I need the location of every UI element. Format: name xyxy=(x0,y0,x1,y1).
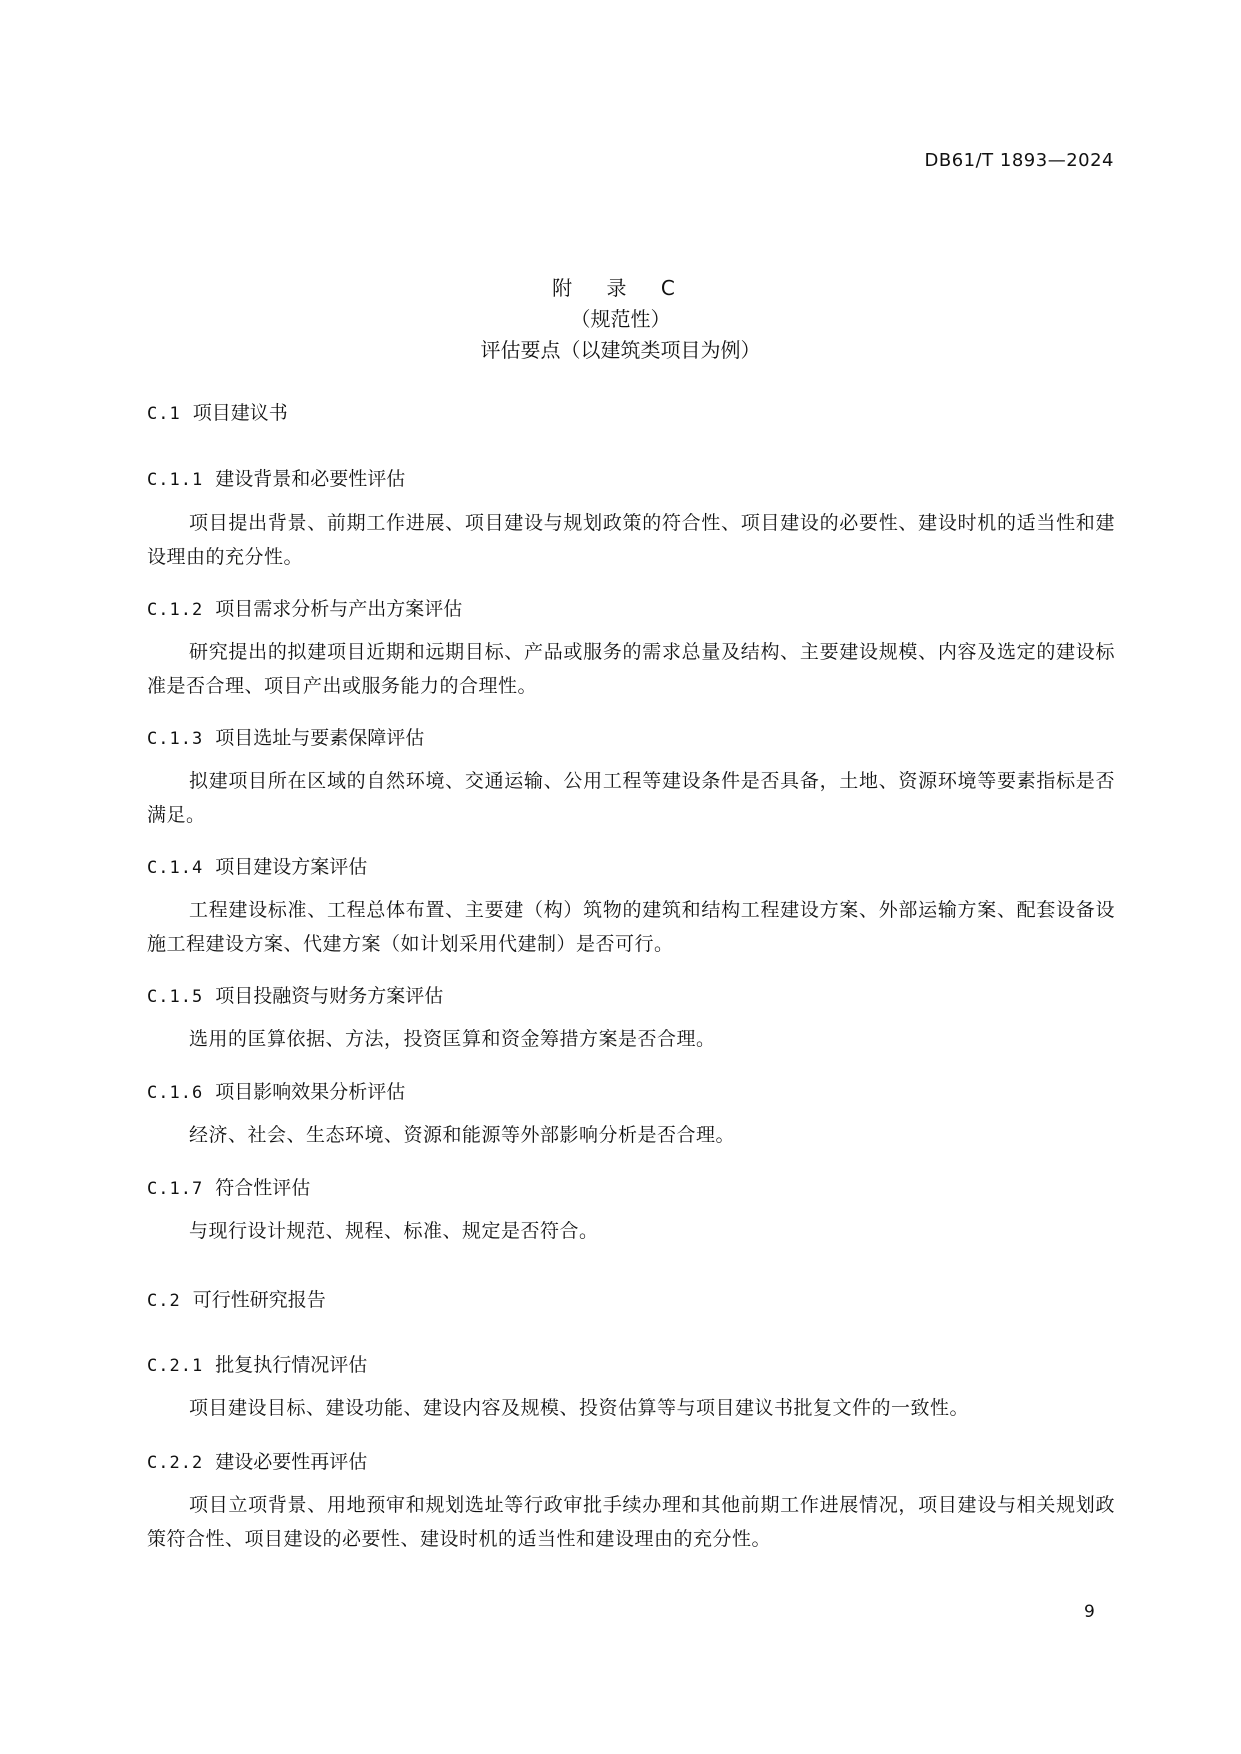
section-title: 可行性研究报告 xyxy=(192,1289,326,1311)
clause-heading xyxy=(147,594,462,621)
standard-code: DB61/T 1893—2024 xyxy=(924,150,1114,171)
clause-heading xyxy=(147,723,424,750)
clause-paragraph: 项目提出背景、前期工作进展、项目建设与规划政策的符合性、项目建设的必要性、建设时机的适当性和建设理由的充分性。 xyxy=(147,512,1115,568)
clause-number: C.1.7 xyxy=(147,1179,204,1199)
clause-paragraph: 项目建设目标、建设功能、建设内容及规模、投资估算等与项目建议书批复文件的一致性。 xyxy=(189,1397,970,1419)
clause-title: 项目投融资与财务方案评估 xyxy=(215,985,444,1007)
clause-heading xyxy=(147,852,367,879)
clause-paragraph: 工程建设标准、工程总体布置、主要建（构）筑物的建筑和结构工程建设方案、外部运输方案、配套设备设施工程建设方案、代建方案（如计划采用代建制）是否可行。 xyxy=(147,899,1115,955)
clause-title: 符合性评估 xyxy=(215,1177,311,1199)
clause-number: C.1.1 xyxy=(147,470,204,490)
appendix-type: （规范性） xyxy=(570,307,671,331)
clause-heading xyxy=(147,464,405,491)
clause-heading xyxy=(147,981,443,1008)
page-number: 9 xyxy=(1084,1602,1095,1622)
clause-title: 项目选址与要素保障评估 xyxy=(215,727,425,749)
clause-title: 建设必要性再评估 xyxy=(215,1451,368,1473)
clause-paragraph: 经济、社会、生态环境、资源和能源等外部影响分析是否合理。 xyxy=(189,1124,736,1146)
clause-number: C.1.4 xyxy=(147,858,204,878)
section-number: C.1 xyxy=(147,404,181,424)
section-number: C.2 xyxy=(147,1291,181,1311)
clause-heading xyxy=(147,1173,310,1200)
clause-title: 建设背景和必要性评估 xyxy=(215,468,406,490)
section-heading xyxy=(147,1285,326,1312)
clause-paragraph: 与现行设计规范、规程、标准、规定是否符合。 xyxy=(189,1220,599,1242)
clause-number: C.2.2 xyxy=(147,1453,204,1473)
clause-paragraph: 选用的匡算依据、方法，投资匡算和资金筹措方案是否合理。 xyxy=(189,1028,716,1050)
appendix-subject: 评估要点（以建筑类项目为例） xyxy=(480,338,761,362)
clause-title: 项目建设方案评估 xyxy=(215,856,368,878)
clause-paragraph: 拟建项目所在区域的自然环境、交通运输、公用工程等建设条件是否具备，土地、资源环境等要素指标是否满足。 xyxy=(147,770,1115,826)
section-heading xyxy=(147,398,288,425)
clause-paragraph: 项目立项背景、用地预审和规划选址等行政审批手续办理和其他前期工作进展情况，项目建设与相关规划政策符合性、项目建设的必要性、建设时机的适当性和建设理由的充分性。 xyxy=(147,1494,1115,1550)
clause-title: 批复执行情况评估 xyxy=(215,1354,368,1376)
clause-number: C.1.6 xyxy=(147,1083,204,1103)
clause-heading xyxy=(147,1350,367,1377)
clause-title: 项目影响效果分析评估 xyxy=(215,1081,406,1103)
clause-title: 项目需求分析与产出方案评估 xyxy=(215,598,463,620)
clause-number: C.1.2 xyxy=(147,600,204,620)
clause-number: C.2.1 xyxy=(147,1356,204,1376)
clause-heading xyxy=(147,1447,367,1474)
appendix-title: 附 录 C xyxy=(552,276,689,300)
clause-paragraph: 研究提出的拟建项目近期和远期目标、产品或服务的需求总量及结构、主要建设规模、内容及选定的建设标准是否合理、项目产出或服务能力的合理性。 xyxy=(147,641,1115,697)
clause-number: C.1.5 xyxy=(147,987,204,1007)
clause-number: C.1.3 xyxy=(147,729,204,749)
clause-heading xyxy=(147,1077,405,1104)
section-title: 项目建议书 xyxy=(192,402,288,424)
